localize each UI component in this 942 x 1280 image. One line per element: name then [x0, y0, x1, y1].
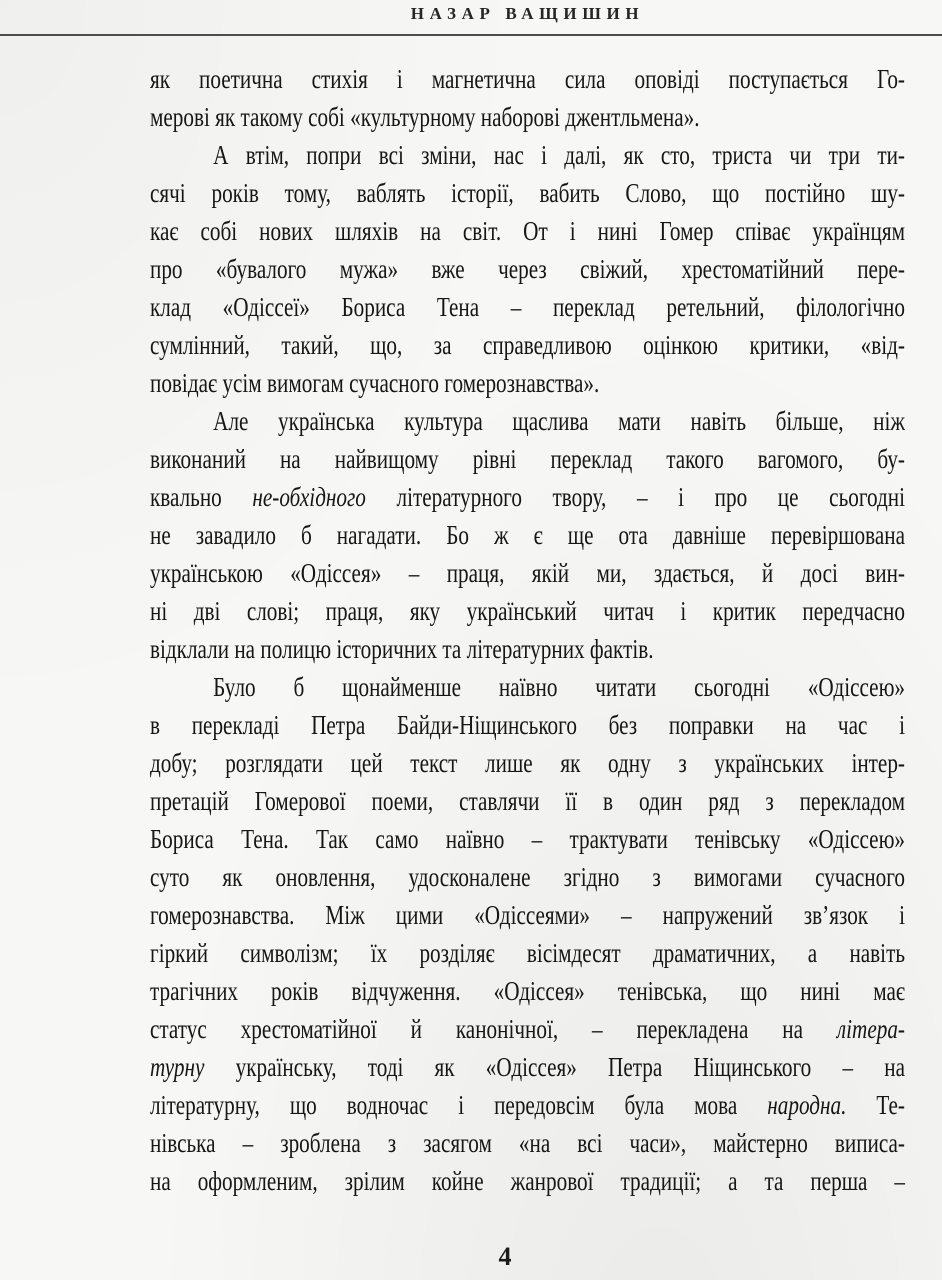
text-segment: претацій Гомерової поеми, ставлячи її в один ряд з перекладом [150, 785, 905, 816]
page-number: 4 [498, 1242, 512, 1271]
text-line [150, 288, 905, 326]
text-segment: трагічних років відчуження. «Одіссея» тенівська, що нині має [150, 975, 905, 1006]
text-line [150, 706, 905, 744]
text-line [150, 136, 905, 174]
text-line [150, 1124, 905, 1162]
text-segment: Те- [846, 1089, 905, 1120]
text-line [150, 858, 905, 896]
page-body [150, 60, 905, 1200]
text-segment: не завадило б нагадати. Бо ж є ще ота давніше перевіршована [150, 519, 905, 550]
text-line [150, 440, 905, 478]
text-segment: статус хрестоматійної й канонічної, – перекладена на [150, 1013, 837, 1044]
text-line [150, 972, 905, 1010]
text-segment: українську, тоді як «Одіссея» Петра Ніщинського – на [204, 1051, 905, 1082]
text-segment: кає собі нових шляхів на світ. От і нині Гомер співає українцям [150, 215, 905, 246]
text-segment: суто як оновлення, удосконалене згідно з вимогами сучасного [150, 861, 905, 892]
text-line [150, 1086, 905, 1124]
text-line [150, 1162, 905, 1200]
text-line [150, 896, 905, 934]
text-line [150, 174, 905, 212]
text-segment: гіркий символізм; їх розділяє вісімдесят драматичних, а навіть [150, 937, 905, 968]
text-segment: Але українська культура щаслива мати навіть більше, ніж [213, 405, 905, 436]
text-segment: відклали на полицю історичних та літературних фактів. [150, 633, 654, 664]
text-line [150, 212, 905, 250]
text-line [150, 516, 905, 554]
text-segment: на оформленим, зрілим койне жанрової традиції; а та перша – [150, 1165, 905, 1196]
text-segment: ні дві слові; праця, яку український читач і критик передчасно [150, 595, 905, 626]
running-header: НАЗАР ВАЩИШИН [410, 4, 645, 23]
text-line [150, 820, 905, 858]
text-segment: українською «Одіссея» – праця, якій ми, здається, й досі вин- [150, 557, 905, 588]
text-segment: Було б щонайменше наївно читати сьогодні «Одіссею» [213, 671, 905, 702]
header-rule [0, 34, 942, 36]
text-segment: клад «Одіссеї» Бориса Тена – переклад ретельний, філологічно [150, 291, 905, 322]
text-line [150, 934, 905, 972]
text-segment: квально [150, 481, 253, 512]
text-line [150, 1010, 905, 1048]
text-segment: літературного твору, – і про це сьогодні [365, 481, 905, 512]
italic-text-segment: не-обхідного [252, 481, 366, 512]
text-segment: А втім, попри всі зміни, нас і далі, як сто, триста чи три ти- [213, 139, 905, 170]
text-segment: мерові як такому собі «культурному наборові джентльмена». [150, 101, 700, 132]
italic-text-segment: народна. [767, 1089, 847, 1120]
text-line [150, 592, 905, 630]
text-line [150, 744, 905, 782]
text-line [150, 478, 905, 516]
text-line [150, 326, 905, 364]
text-segment: про «бувалого мужа» вже через свіжий, хрестоматійний пере- [150, 253, 905, 284]
text-segment: гомерознавства. Між цими «Одіссеями» – напружений зв’язок і [150, 899, 905, 930]
text-segment: виконаний на найвищому рівні переклад такого вагомого, бу- [150, 443, 905, 474]
text-line [150, 554, 905, 592]
text-segment: Бориса Тена. Так само наївно – трактувати тенівську «Одіссею» [150, 823, 905, 854]
text-segment: сумлінний, такий, що, за справедливою оцінкою критики, «від- [150, 329, 905, 360]
text-line [150, 402, 905, 440]
text-line [150, 1048, 905, 1086]
text-segment: літературну, що водночас і передовсім була мова [150, 1089, 768, 1120]
text-line [150, 60, 905, 98]
italic-text-segment: літера- [836, 1013, 905, 1044]
text-line [150, 250, 905, 288]
text-segment: нівська – зроблена з засягом «на всі часи», майстерно виписа- [150, 1127, 905, 1158]
text-segment: в перекладі Петра Байди-Ніщинського без поправки на час і [150, 709, 905, 740]
italic-text-segment: турну [150, 1051, 205, 1082]
text-segment: сячі років тому, ваблять історії, вабить Слово, що постійно шу- [150, 177, 905, 208]
text-segment: як поетична стихія і магнетична сила оповіді поступається Го- [150, 63, 905, 94]
text-line [150, 782, 905, 820]
text-segment: повідає усім вимогам сучасного гомерознавства». [150, 367, 600, 398]
text-segment: добу; розглядати цей текст лише як одну з українських інтер- [150, 747, 905, 778]
text-line [150, 668, 905, 706]
